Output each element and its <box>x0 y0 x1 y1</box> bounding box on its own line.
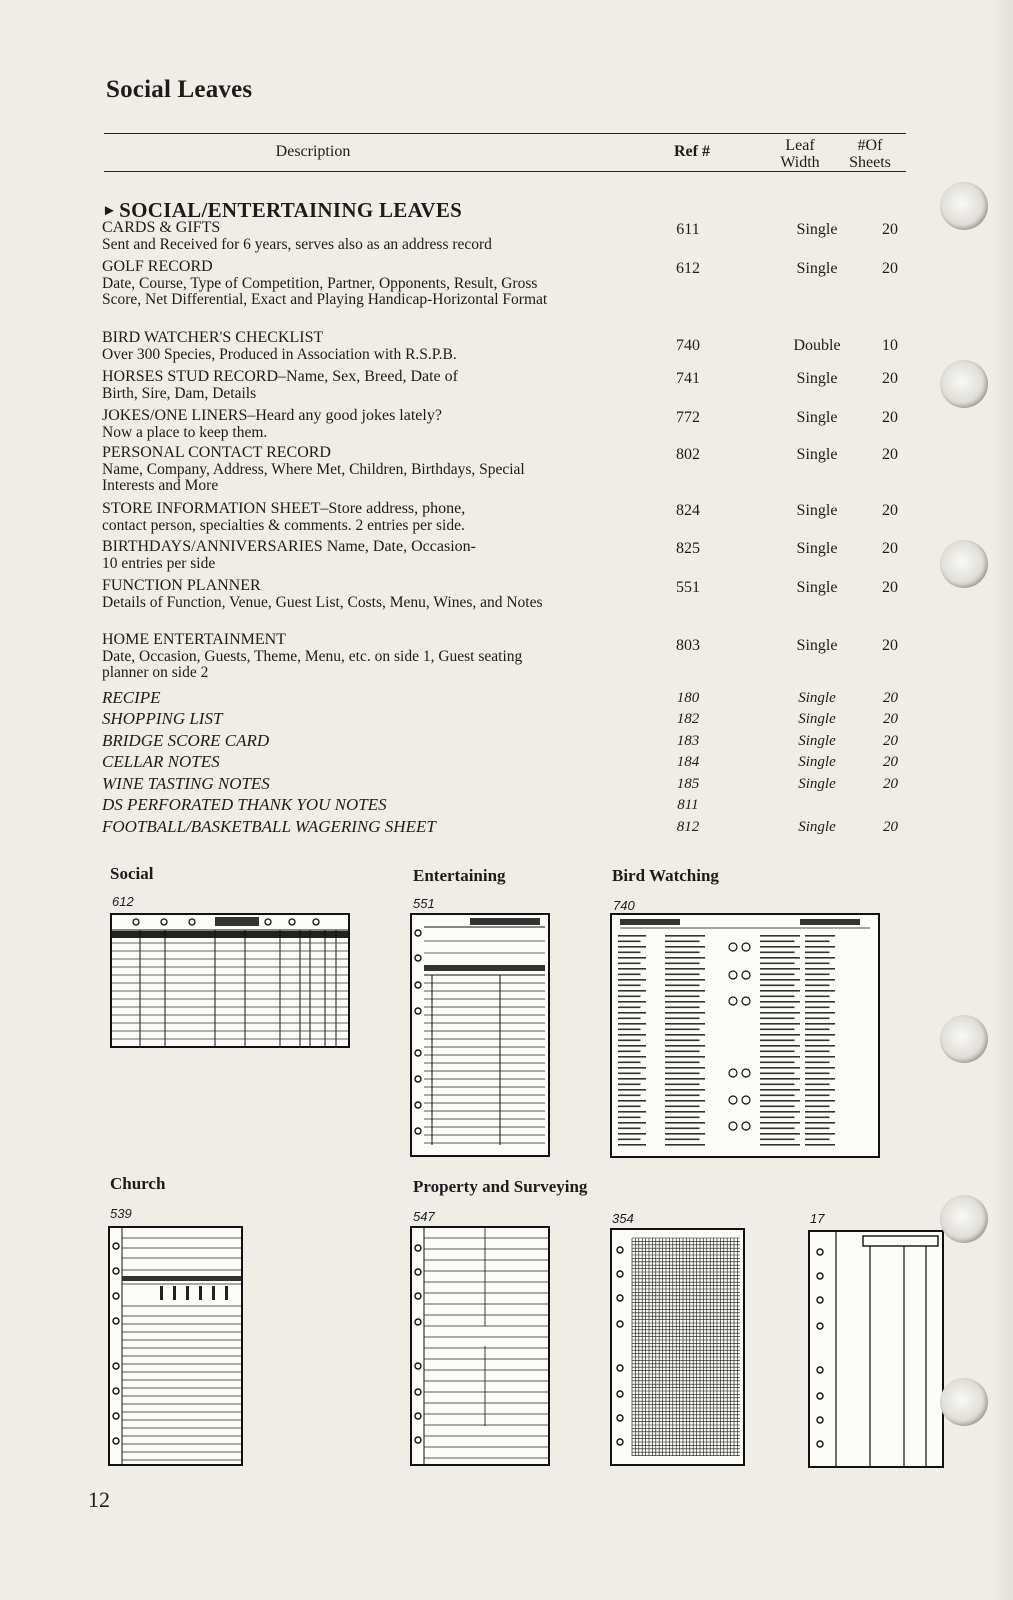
col-ref-header: Ref # <box>674 143 710 160</box>
row-subtitle: 10 entries per side <box>102 554 216 572</box>
row-description <box>102 632 562 682</box>
row-sheets: 20 <box>883 690 898 706</box>
page-number: 12 <box>88 1487 110 1512</box>
row-title: PERSONAL CONTACT RECORD <box>102 444 331 461</box>
row-ref: 802 <box>676 446 700 463</box>
row-subtitle: contact person, specialties & comments. 2 entries per side. <box>102 516 465 534</box>
row-description <box>102 690 562 707</box>
row-ref: 741 <box>676 370 700 387</box>
social-form-thumbnail <box>110 913 350 1048</box>
row-sheets: 20 <box>882 446 898 463</box>
header-bottom-rule <box>104 171 906 172</box>
figure-caption-property: Property and Surveying <box>413 1177 588 1196</box>
notes-form-thumbnail <box>808 1230 944 1468</box>
row-leaf-width: Single <box>796 409 838 426</box>
col-sheets-header <box>840 137 900 171</box>
row-description <box>102 330 562 363</box>
row-leaf-width: Single <box>798 754 836 770</box>
row-sheets: 20 <box>883 711 898 727</box>
row-title: HORSES STUD RECORD–Name, Sex, Breed, Date of <box>102 368 458 385</box>
row-description <box>102 578 562 611</box>
row-description <box>102 369 562 402</box>
figure-caption-church: Church <box>110 1174 166 1193</box>
property-form-thumbnail <box>410 1226 550 1466</box>
row-subtitle: Now a place to keep them. <box>102 423 268 441</box>
row-sheets: 20 <box>882 502 898 519</box>
page-title: Social Leaves <box>106 76 253 103</box>
col-leaf-width-line2: Width <box>780 154 820 171</box>
row-ref: 611 <box>676 221 700 238</box>
row-description <box>102 711 562 728</box>
row-description <box>102 408 562 441</box>
row-subtitle: Date, Course, Type of Competition, Partner, Opponents, Result, Gross Score, Net Differential, Exact and Playing Handicap-Horizontal Format <box>102 274 548 308</box>
binder-hole <box>940 1015 988 1063</box>
row-ref: 180 <box>676 690 700 706</box>
row-title: JOKES/ONE LINERS–Heard any good jokes lately? <box>102 407 442 424</box>
row-leaf-width: Single <box>798 776 836 792</box>
row-description <box>102 501 562 534</box>
row-description <box>102 539 562 572</box>
figure-code-property: 547 <box>413 1209 435 1224</box>
row-title: HOME ENTERTAINMENT <box>102 631 286 648</box>
page-edge-shadow <box>991 0 1013 1600</box>
row-description <box>102 797 562 814</box>
row-description <box>102 733 562 750</box>
row-leaf-width: Single <box>796 579 838 596</box>
binder-hole <box>940 1195 988 1243</box>
row-subtitle: Name, Company, Address, Where Met, Children, Birthdays, Special Interests and More <box>102 460 525 494</box>
row-sheets: 20 <box>883 754 898 770</box>
row-leaf-width: Single <box>796 446 838 463</box>
row-ref: 824 <box>676 502 700 519</box>
row-title: GOLF RECORD <box>102 258 213 275</box>
row-sheets: 10 <box>882 337 898 354</box>
row-title: SHOPPING LIST <box>102 709 223 728</box>
figure-code-social: 612 <box>112 894 134 909</box>
row-sheets: 20 <box>883 819 898 835</box>
header-top-rule <box>104 133 906 134</box>
row-sheets: 20 <box>882 540 898 557</box>
figure-code-graph: 354 <box>612 1211 634 1226</box>
binder-hole <box>940 540 988 588</box>
row-ref: 803 <box>676 637 700 654</box>
row-leaf-width: Single <box>796 637 838 654</box>
row-ref: 812 <box>676 819 700 835</box>
row-sheets: 20 <box>882 637 898 654</box>
row-sheets: 20 <box>882 579 898 596</box>
figure-caption-bird-watching: Bird Watching <box>612 866 719 885</box>
row-leaf-width: Single <box>798 733 836 749</box>
row-description <box>102 754 562 771</box>
row-leaf-width: Single <box>796 370 838 387</box>
row-ref: 825 <box>676 540 700 557</box>
figure-code-notes: 17 <box>810 1211 825 1226</box>
row-leaf-width: Single <box>798 690 836 706</box>
row-description <box>102 259 562 309</box>
row-sheets: 20 <box>883 733 898 749</box>
row-sheets: 20 <box>882 409 898 426</box>
entertaining-form-thumbnail <box>410 913 550 1157</box>
section-marker-icon: ► <box>102 203 118 219</box>
row-leaf-width: Single <box>798 711 836 727</box>
row-leaf-width: Single <box>796 502 838 519</box>
row-sheets: 20 <box>882 370 898 387</box>
figure-code-bird-watching: 740 <box>613 898 635 913</box>
row-ref: 740 <box>676 337 700 354</box>
row-title: WINE TASTING NOTES <box>102 774 270 793</box>
graph-paper-thumbnail <box>610 1228 745 1466</box>
row-sheets: 20 <box>882 260 898 277</box>
bird-watching-form-thumbnail <box>610 913 880 1158</box>
row-leaf-width: Double <box>793 337 841 354</box>
row-ref: 184 <box>676 754 700 770</box>
row-ref: 185 <box>676 776 700 792</box>
figure-code-church: 539 <box>110 1206 132 1221</box>
figure-caption-entertaining: Entertaining <box>413 866 506 885</box>
row-leaf-width: Single <box>796 540 838 557</box>
figure-code-entertaining: 551 <box>413 896 435 911</box>
row-title: BIRTHDAYS/ANNIVERSARIES Name, Date, Occasion- <box>102 538 476 555</box>
row-description <box>102 776 562 793</box>
row-leaf-width: Single <box>796 260 838 277</box>
row-ref: 612 <box>676 260 700 277</box>
figure-caption-social: Social <box>110 864 154 883</box>
row-title: BIRD WATCHER'S CHECKLIST <box>102 329 324 346</box>
binder-hole <box>940 1378 988 1426</box>
col-sheets-line1: #Of <box>857 137 883 154</box>
row-title: FOOTBALL/BASKETBALL WAGERING SHEET <box>102 817 436 836</box>
row-subtitle: Over 300 Species, Produced in Association with R.S.P.B. <box>102 345 457 363</box>
row-ref: 182 <box>676 711 700 727</box>
row-sheets: 20 <box>883 776 898 792</box>
row-title: FUNCTION PLANNER <box>102 577 261 594</box>
row-description <box>102 220 562 253</box>
row-leaf-width: Single <box>798 819 836 835</box>
row-ref: 772 <box>676 409 700 426</box>
row-subtitle: Sent and Received for 6 years, serves also as an address record <box>102 235 492 253</box>
binder-hole <box>940 182 988 230</box>
col-leaf-width-line1: Leaf <box>785 137 815 154</box>
row-subtitle: Birth, Sire, Dam, Details <box>102 384 257 402</box>
row-title: RECIPE <box>102 688 161 707</box>
row-title: BRIDGE SCORE CARD <box>102 731 270 750</box>
row-title: CELLAR NOTES <box>102 752 220 771</box>
binder-hole <box>940 360 988 408</box>
row-ref: 811 <box>677 797 699 813</box>
row-ref: 183 <box>676 733 700 749</box>
row-title: DS PERFORATED THANK YOU NOTES <box>102 795 387 814</box>
row-leaf-width: Single <box>796 221 838 238</box>
row-subtitle: Date, Occasion, Guests, Theme, Menu, etc. on side 1, Guest seating planner on side 2 <box>102 647 523 681</box>
col-leaf-width-header <box>770 137 830 171</box>
row-title: STORE INFORMATION SHEET–Store address, phone, <box>102 500 466 517</box>
row-description <box>102 445 562 495</box>
row-title: CARDS & GIFTS <box>102 219 221 236</box>
col-sheets-line2: Sheets <box>849 154 891 171</box>
section-title: SOCIAL/ENTERTAINING LEAVES <box>119 198 463 222</box>
row-ref: 551 <box>676 579 700 596</box>
church-form-thumbnail <box>108 1226 243 1466</box>
row-subtitle: Details of Function, Venue, Guest List, Costs, Menu, Wines, and Notes <box>102 593 543 611</box>
col-description-header: Description <box>275 143 351 160</box>
row-sheets: 20 <box>882 221 898 238</box>
row-description <box>102 819 562 836</box>
